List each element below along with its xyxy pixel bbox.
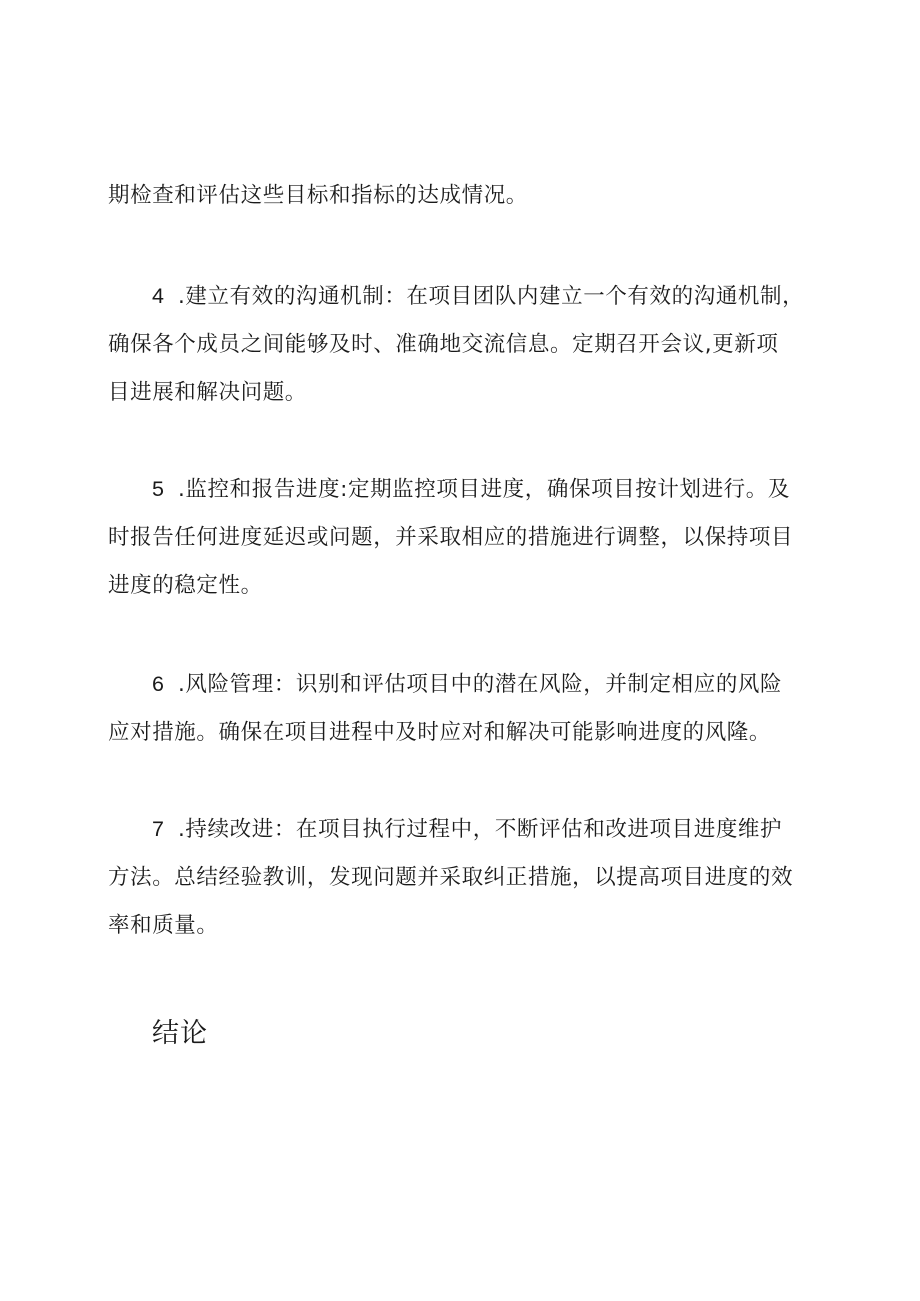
paragraph-continued	[108, 172, 828, 220]
item-text: .监控和报告进度:定期监控项目进度，确保项目按计划进行。及	[178, 477, 790, 502]
list-item-4	[108, 272, 828, 417]
section-heading: 结论	[152, 1018, 208, 1049]
paragraph-line	[108, 660, 828, 709]
list-item-5	[108, 465, 828, 610]
list-item-7	[108, 805, 828, 950]
item-text: .建立有效的沟通机制：在项目团队内建立一个有效的沟通机制，	[178, 284, 805, 309]
item-text: .持续改进：在项目执行过程中，不断评估和改进项目进度维护	[178, 817, 783, 842]
paragraph-line: 方法。总结经验教训，发现问题并采取纠正措施，以提高项目进度的效	[108, 865, 794, 890]
paragraph-line	[108, 465, 828, 514]
paragraph-line: 率和质量。	[108, 913, 219, 938]
item-number: 4	[152, 284, 165, 308]
paragraph-line	[108, 272, 828, 321]
paragraph-line: 目进展和解决问题。	[108, 380, 307, 405]
item-number: 5	[152, 477, 165, 501]
item-number: 6	[152, 672, 165, 696]
paragraph-line: 期检查和评估这些目标和指标的达成情况。	[108, 183, 528, 208]
paragraph-line: 进度的稳定性。	[108, 573, 263, 598]
paragraph-line: 应对措施。确保在项目进程中及时应对和解决可能影响进度的风隆。	[108, 720, 772, 745]
paragraph-line	[108, 805, 828, 854]
paragraph-line: 时报告任何进度延迟或问题，并采取相应的措施进行调整，以保持项目	[108, 525, 794, 550]
item-text: .风险管理：识别和评估项目中的潜在风险，并制定相应的风险	[178, 672, 783, 697]
list-item-6	[108, 660, 828, 757]
paragraph-line: 确保各个成员之间能够及时、准确地交流信息。定期召开会议,更新项	[108, 332, 779, 357]
item-number: 7	[152, 817, 165, 841]
